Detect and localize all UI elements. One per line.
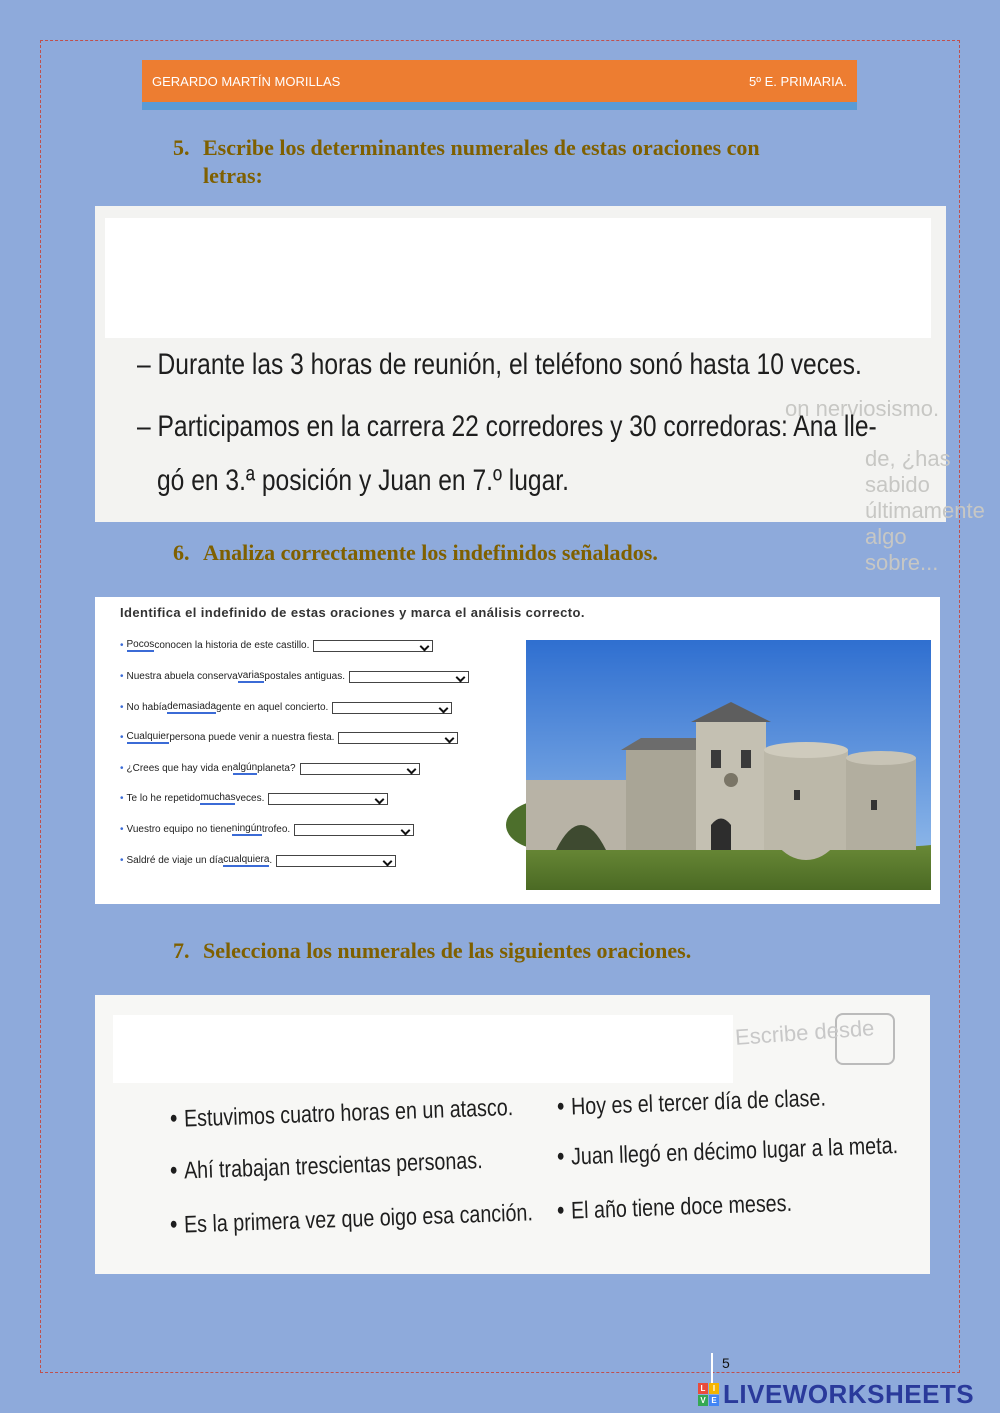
- item-text-before: Te lo he repetido: [126, 793, 201, 804]
- item-text-before: Nuestra abuela conserva: [126, 671, 238, 682]
- bullet: •: [556, 1194, 565, 1225]
- bullet: •: [120, 671, 124, 682]
- bullet: •: [169, 1102, 178, 1133]
- sentence-left-1: [169, 1091, 513, 1134]
- indefinite-word: Cualquier: [126, 731, 170, 742]
- analysis-dropdown[interactable]: [349, 671, 469, 683]
- item-text-after: .: [269, 855, 273, 866]
- sentence-2-continuation: gó en 3.ª posición y Juan en 7.º lugar.: [157, 464, 569, 497]
- indefinite-word: demasiada: [167, 701, 217, 712]
- analysis-dropdown[interactable]: [332, 702, 452, 714]
- bullet: •: [120, 763, 124, 774]
- item-text-after: postales antiguas.: [264, 671, 346, 682]
- indefinite-word: muchas: [200, 792, 236, 803]
- item-text-after: planeta?: [257, 763, 296, 774]
- answer-mask: [105, 218, 931, 338]
- sentence-text: Es la primera vez que oigo esa canción.: [183, 1199, 534, 1239]
- bullet: •: [120, 702, 124, 713]
- item-text-after: persona puede venir a nuestra fiesta.: [169, 732, 335, 743]
- bullet: •: [120, 732, 124, 743]
- bullet: •: [169, 1154, 178, 1185]
- indefinite-word: algún: [232, 762, 258, 773]
- sentence-right-3: [556, 1187, 792, 1226]
- sentence-right-2: [556, 1129, 898, 1172]
- indefinite-item: [120, 854, 396, 867]
- logo-letter: E: [709, 1395, 719, 1406]
- item-text-before: ¿Crees que hay vida en: [126, 763, 233, 774]
- ghost-text: de, ¿has sabido últimamente algo sobre...: [865, 446, 985, 575]
- indefinite-item: [120, 670, 469, 683]
- exercise-6-panel-title: Identifica el indefinido de estas oraciones y marca el análisis correcto.: [120, 605, 585, 620]
- analysis-dropdown[interactable]: [313, 640, 433, 652]
- exercise-6-number: 6.: [173, 540, 190, 565]
- answer-mask: [113, 1015, 733, 1083]
- header-grade: 5º E. PRIMARIA.: [749, 73, 847, 89]
- item-text-before: Vuestro equipo no tiene: [126, 824, 232, 835]
- ghost-text: Escribe desde: [734, 1015, 876, 1050]
- sentence-left-3: [169, 1196, 533, 1240]
- bullet: •: [120, 855, 124, 866]
- liveworksheets-wordmark: LIVEWORKSHEETS: [723, 1378, 975, 1409]
- analysis-dropdown[interactable]: [300, 763, 420, 775]
- sentence-text: Estuvimos cuatro horas en un atasco.: [183, 1094, 514, 1133]
- sentence-text: El año tiene doce meses.: [570, 1189, 793, 1225]
- exercise-6-title-text: Analiza correctamente los indefinidos señalados.: [203, 540, 658, 565]
- exercise-5-title-line1: Escribe los determinantes numerales de estas oraciones con: [203, 135, 760, 160]
- bullet: •: [120, 793, 124, 804]
- exercise-6-title: [173, 539, 658, 567]
- liveworksheets-logo[interactable]: [698, 1378, 974, 1410]
- sentence-2: – Participamos en la carrera 22 corredores y 30 corredoras: Ana lle-: [137, 410, 877, 443]
- analysis-dropdown[interactable]: [276, 855, 396, 867]
- bullet: •: [169, 1208, 178, 1239]
- exercise-7-number: 7.: [173, 938, 190, 963]
- analysis-dropdown[interactable]: [294, 824, 414, 836]
- analysis-dropdown[interactable]: [338, 732, 458, 744]
- bullet: •: [120, 824, 124, 835]
- sentence-text: Hoy es el tercer día de clase.: [570, 1084, 827, 1121]
- indefinite-item: [120, 701, 452, 714]
- indefinite-item: [120, 823, 414, 836]
- liveworksheets-icon: [698, 1383, 719, 1406]
- header-underline: [142, 102, 857, 110]
- indefinite-word: cualquiera: [223, 854, 270, 865]
- indefinite-word: ningún: [231, 823, 262, 834]
- castle-photo: [526, 640, 931, 890]
- bullet: •: [556, 1090, 565, 1121]
- sentence-text: Ahí trabajan trescientas personas.: [183, 1147, 484, 1185]
- item-text-before: Saldré de viaje un día: [126, 855, 224, 866]
- sentence-left-2: [169, 1144, 483, 1186]
- sentence-right-1: [556, 1082, 826, 1122]
- exercise-7-title-text: Selecciona los numerales de las siguientes oraciones.: [203, 938, 692, 963]
- item-text-after: conocen la historia de este castillo.: [154, 640, 310, 651]
- item-text-after: veces.: [235, 793, 265, 804]
- sentence-text: Juan llegó en décimo lugar a la meta.: [570, 1132, 899, 1171]
- logo-letter: I: [709, 1383, 719, 1394]
- item-text-before: No había: [126, 702, 168, 713]
- indefinite-item: [120, 762, 420, 775]
- indefinite-item: [120, 731, 458, 744]
- exercise-5-title-line2: letras:: [203, 163, 263, 188]
- page-number: 5: [722, 1355, 730, 1371]
- header-author: GERARDO MARTÍN MORILLAS: [152, 73, 341, 89]
- indefinite-item: [120, 792, 388, 805]
- logo-letter: V: [698, 1395, 708, 1406]
- exercise-7-title: [173, 937, 691, 965]
- logo-letter: L: [698, 1383, 708, 1394]
- indefinite-word: Pocos: [126, 639, 155, 650]
- item-text-after: gente en aquel concierto.: [216, 702, 329, 713]
- bullet: •: [120, 640, 124, 651]
- sentence-1: – Durante las 3 horas de reunión, el teléfono sonó hasta 10 veces.: [137, 348, 862, 381]
- exercise-5-title: [173, 134, 760, 190]
- bullet: •: [556, 1140, 565, 1171]
- indefinite-item: [120, 639, 433, 652]
- exercise-7-image: [95, 995, 930, 1274]
- indefinite-word: varias: [237, 670, 265, 681]
- analysis-dropdown[interactable]: [268, 793, 388, 805]
- header-bar: [142, 60, 857, 102]
- exercise-6-panel: [95, 597, 940, 904]
- item-text-after: trofeo.: [261, 824, 291, 835]
- ghost-text: on nerviosismo.: [785, 396, 940, 421]
- exercise-5-number: 5.: [173, 135, 190, 160]
